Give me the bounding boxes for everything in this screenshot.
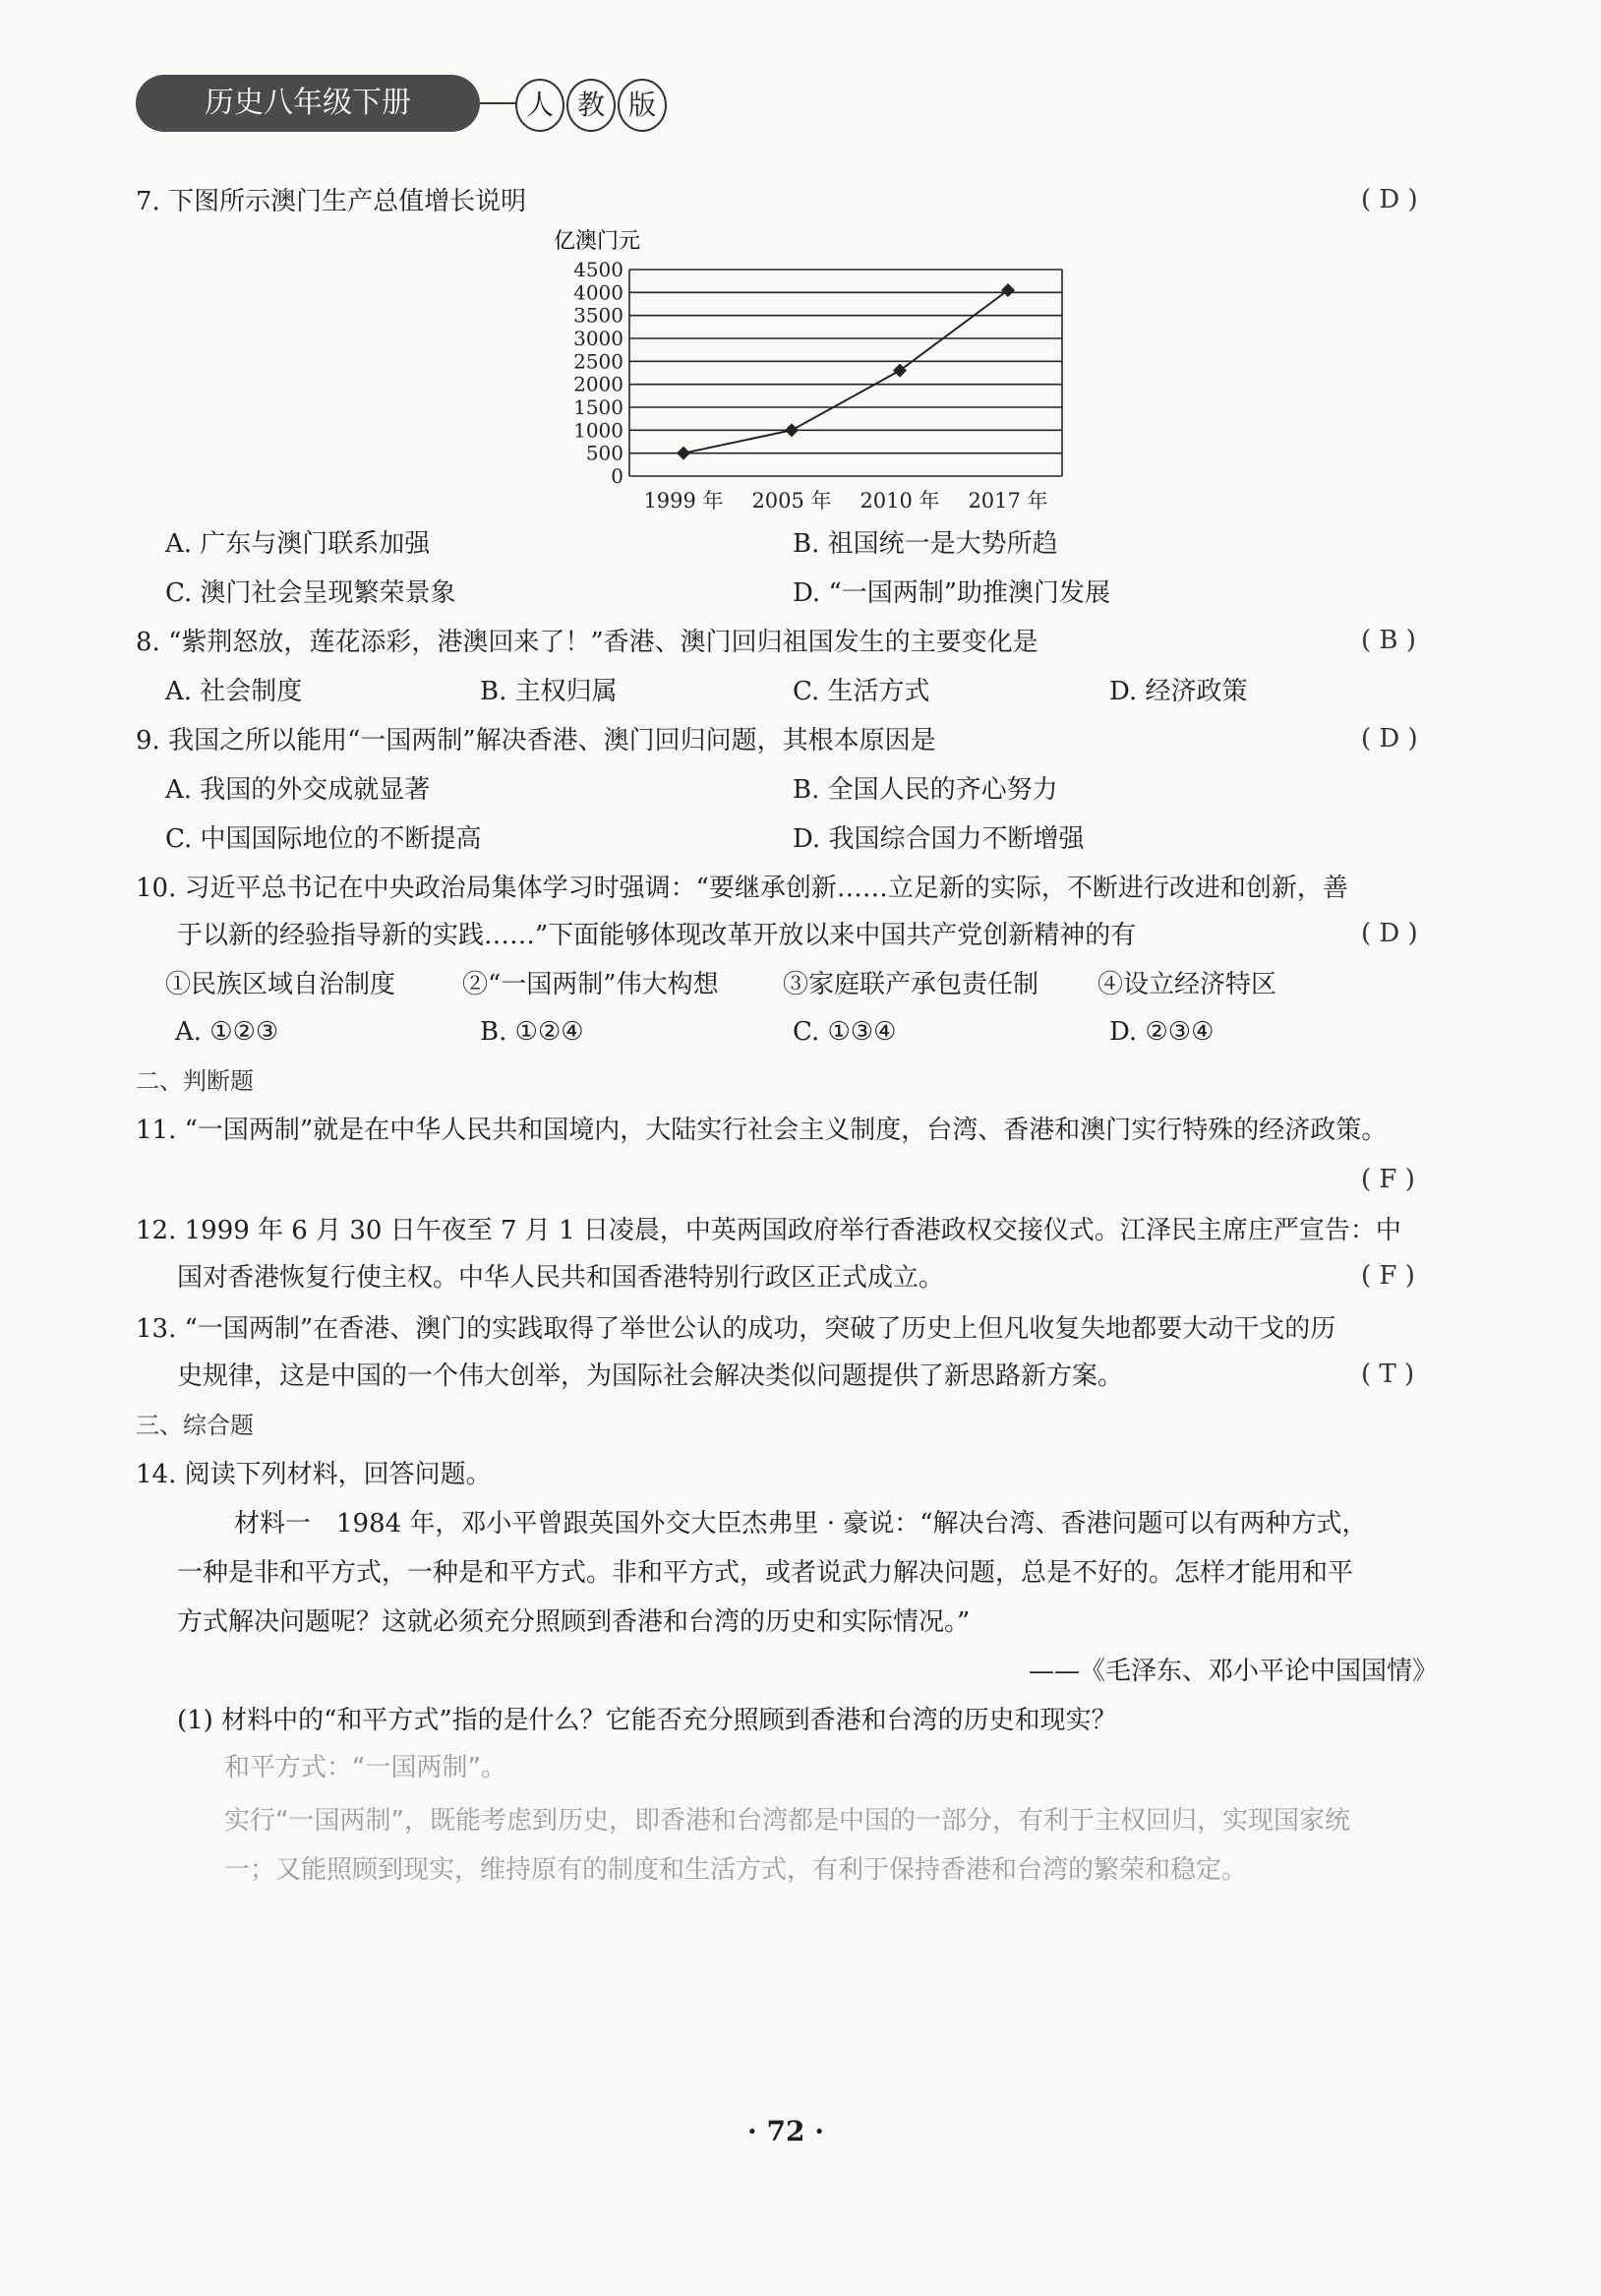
q13-answer: ( T ) [1361,1359,1415,1389]
q10-option-d[interactable]: D. ②③④ [1109,1017,1215,1047]
q9-option-c[interactable]: C. 中国国际地位的不断提高 [165,824,482,854]
q14-material1-line3: 方式解决问题呢？这就必须充分照顾到香港和台湾的历史和实际情况。” [177,1607,971,1637]
y-tick-label: 3500 [573,303,623,328]
data-point-marker [893,364,907,378]
q14-material1-line1: 材料一 1984 年，邓小平曾跟英国外交大臣杰弗里 · 豪说：“解决台湾、香港问题可以有两种方式， [234,1509,1368,1539]
data-point-marker [677,447,690,460]
x-tick-label: 2010 年 [860,489,940,513]
data-point-marker [785,423,799,437]
q9-option-b[interactable]: B. 全国人民的齐心努力 [793,775,1058,805]
y-tick-label: 2500 [573,349,623,374]
q12-answer: ( F ) [1361,1261,1415,1291]
gdp-line-chart [546,228,1077,514]
q13-stem-line2: 史规律，这是中国的一个伟大创举，为国际社会解决类似问题提供了新思路新方案。 [177,1361,1124,1391]
q7-option-c[interactable]: C. 澳门社会呈现繁荣景象 [165,578,456,608]
edition-char-2: 教 [566,79,616,132]
q9-answer: ( D ) [1361,724,1418,754]
y-tick-label: 0 [611,464,623,488]
handwritten-answer-line2: 实行“一国两制”，既能考虑到历史，即香港和台湾都是中国的一部分，有利于主权回归，实现国家统 [224,1806,1350,1836]
q14-subquestion-1: (1) 材料中的“和平方式”指的是什么？它能否充分照顾到香港和台湾的历史和现实？ [177,1706,1117,1735]
series-line [683,290,1008,453]
edition-char-3: 版 [618,79,667,132]
edition-char-1: 人 [515,79,564,132]
section-judgment-title: 二、判断题 [136,1067,254,1095]
section-comprehensive-title: 三、综合题 [136,1412,254,1439]
q10-item-3: ③家庭联产承包责任制 [783,970,1039,999]
q7-option-d[interactable]: D. “一国两制”助推澳门发展 [793,578,1111,608]
x-tick-label: 2017 年 [968,489,1048,513]
y-tick-label: 4000 [573,280,623,305]
q8-stem: 8. “紫荆怒放，莲花添彩，港澳回来了！”香港、澳门回归祖国发生的主要变化是 [136,628,1038,657]
q10-item-4: ④设立经济特区 [1097,970,1277,999]
chart-grid [629,270,1062,476]
q7-answer: ( D ) [1361,185,1418,214]
q10-option-a[interactable]: A. ①②③ [175,1017,279,1047]
data-point-marker [1001,283,1015,297]
q8-option-d[interactable]: D. 经济政策 [1109,677,1248,706]
q12-stem-line2: 国对香港恢复行使主权。中华人民共和国香港特别行政区正式成立。 [177,1263,945,1293]
chart-y-ticks [573,258,623,488]
page-number: · 72 · [747,2115,824,2147]
q9-option-d[interactable]: D. 我国综合国力不断增强 [793,824,1085,854]
header-divider [480,102,515,104]
book-title-badge: 历史八年级下册 [136,75,480,132]
q7-option-b[interactable]: B. 祖国统一是大势所趋 [793,529,1058,559]
y-tick-label: 4500 [573,258,623,281]
x-tick-label: 1999 年 [643,489,724,513]
q13-stem-line1: 13. “一国两制”在香港、澳门的实践取得了举世公认的成功，突破了历史上但凡收复失地都要大动干戈的历 [136,1314,1336,1344]
q10-answer: ( D ) [1361,919,1418,948]
q10-option-b[interactable]: B. ①②④ [480,1017,584,1047]
x-tick-label: 2005 年 [751,489,832,513]
q8-answer: ( B ) [1361,626,1416,655]
q11-answer: ( F ) [1361,1165,1415,1194]
y-tick-label: 1000 [573,418,623,443]
q10-stem-line2: 于以新的经验指导新的实践……”下面能够体现改革开放以来中国共产党创新精神的有 [177,921,1137,950]
y-tick-label: 2000 [573,372,623,396]
handwritten-answer-line1: 和平方式：“一国两制”。 [224,1753,506,1782]
chart-ylabel: 亿澳门元 [554,229,641,254]
q10-item-2: ②“一国两制”伟大构想 [462,970,719,999]
y-tick-label: 3000 [573,327,623,350]
q14-material1-line2: 一种是非和平方式，一种是和平方式。非和平方式，或者说武力解决问题，总是不好的。怎样才能用和平 [177,1558,1354,1588]
q14-source: ——《毛泽东、邓小平论中国国情》 [1029,1657,1439,1686]
chart-x-ticks [643,489,1047,513]
q9-option-a[interactable]: A. 我国的外交成就显著 [165,775,431,805]
q7-stem: 7. 下图所示澳门生产总值增长说明 [136,187,527,216]
handwritten-answer-line3: 一；又能照顾到现实，维持原有的制度和生活方式，有利于保持香港和台湾的繁荣和稳定。 [224,1855,1248,1885]
y-tick-label: 1500 [573,395,623,419]
q11-stem: 11. “一国两制”就是在中华人民共和国境内，大陆实行社会主义制度，台湾、香港和澳门实行特殊的经济政策。 [136,1116,1388,1145]
q7-option-a[interactable]: A. 广东与澳门联系加强 [165,529,431,559]
q8-option-c[interactable]: C. 生活方式 [793,677,930,706]
q10-option-c[interactable]: C. ①③④ [793,1017,897,1047]
chart-series [677,283,1015,460]
q10-stem-line1: 10. 习近平总书记在中央政治局集体学习时强调：“要继承创新……立足新的实际，不断进行改进和创新，善 [136,874,1348,903]
q12-stem-line1: 12. 1999 年 6 月 30 日午夜至 7 月 1 日凌晨，中英两国政府举行香港政权交接仪式。江泽民主席庄严宣告：中 [136,1216,1401,1245]
q8-option-b[interactable]: B. 主权归属 [480,677,618,706]
q10-item-1: ①民族区域自治制度 [165,970,396,999]
y-tick-label: 500 [585,441,623,465]
q14-stem: 14. 阅读下列材料，回答问题。 [136,1460,492,1489]
q9-stem: 9. 我国之所以能用“一国两制”解决香港、澳门回归问题，其根本原因是 [136,726,936,755]
q8-option-a[interactable]: A. 社会制度 [165,677,303,706]
